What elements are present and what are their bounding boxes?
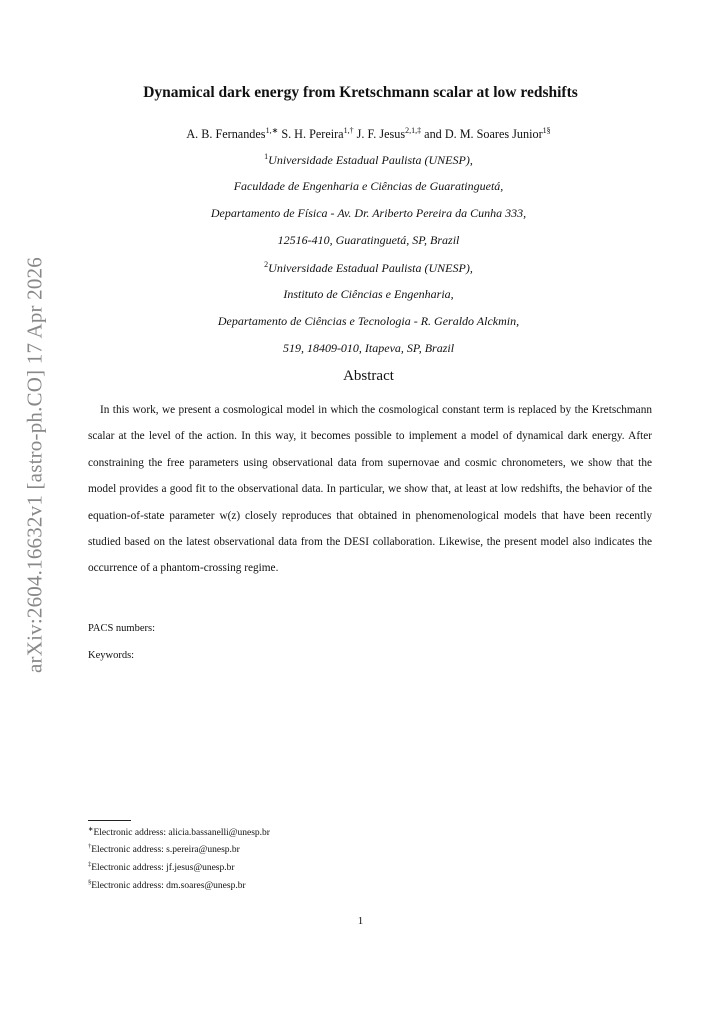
author-name: D. M. Soares Junior	[444, 127, 543, 142]
author-mark: 1,†	[343, 126, 354, 135]
author-name: S. H. Pereira	[281, 127, 344, 142]
author-mark: 2,1,‡	[405, 126, 422, 135]
author-mark: 1,∗	[265, 126, 279, 135]
affiliation-mark: 1	[264, 152, 269, 161]
footnote: †Electronic address: s.pereira@unesp.br	[88, 843, 240, 856]
footnote-mark: §	[88, 879, 92, 886]
author-name: J. F. Jesus	[356, 127, 406, 142]
keywords-label: Keywords:	[88, 650, 135, 661]
footnote-mark: ∗	[88, 826, 94, 833]
paper-title: Dynamical dark energy from Kretschmann scalar at low redshifts	[143, 84, 578, 101]
author-list	[0, 126, 721, 142]
affiliation-line: Faculdade de Engenharia e Ciências de Guaratinguetá,	[233, 179, 504, 193]
footnote-mark: †	[88, 843, 92, 850]
footnote: §Electronic address: dm.soares@unesp.br	[88, 879, 246, 892]
abstract-heading: Abstract	[343, 368, 394, 384]
arxiv-identifier-stamp: arXiv:2604.16632v1 [astro-ph.CO] 17 Apr 2026	[22, 257, 47, 673]
abstract-body: In this work, we present a cosmological model in which the cosmological constant term is replaced by the Kretschmann scalar at the level of the action. In this way, it becomes possible to implement a model of dynamical dark energy. After constraining the free parameters using observational data from supernovae and cosmic chronometers, we show that the model provides a good fit to the observational data. In particular, we show that, at least at low redshifts, the behavior of the equation-of-state parameter w(z) closely reproduces that obtained in phenomenological models that have been recently studied based on the latest observational data from the DESI collaboration. Likewise, the present model also indicates the occurrence of a phantom-crossing regime.	[88, 404, 652, 575]
pacs-numbers-label: PACS numbers:	[88, 623, 156, 634]
footnote-mark: ‡	[88, 861, 92, 868]
affiliation-line: 519, 18409-010, Itapeva, SP, Brazil	[282, 341, 455, 355]
affiliation-line: Departamento de Física - Av. Dr. Ariberto Pereira da Cunha 333,	[210, 206, 527, 220]
author-mark: 1§	[542, 126, 551, 135]
affiliation-line: 12516-410, Guaratinguetá, SP, Brazil	[277, 233, 460, 247]
author-name: A. B. Fernandes	[186, 127, 266, 142]
affiliation-line: Instituto de Ciências e Engenharia,	[283, 287, 454, 301]
footnote-divider	[88, 820, 131, 821]
affiliation-line: $^2$Universidade Estadual Paulista (UNESP),	[264, 260, 473, 275]
footnote: ∗Electronic address: alicia.bassanelli@unesp.br	[88, 826, 270, 839]
affiliation-line: $^1$Universidade Estadual Paulista (UNESP),	[264, 152, 473, 167]
affiliation-mark: 2	[264, 260, 269, 269]
page-number: 1	[357, 915, 364, 927]
author-conjunction: and	[424, 127, 442, 142]
affiliation-line: Departamento de Ciências e Tecnologia - R. Geraldo Alckmin,	[217, 314, 520, 328]
footnote: ‡Electronic address: jf.jesus@unesp.br	[88, 861, 235, 874]
